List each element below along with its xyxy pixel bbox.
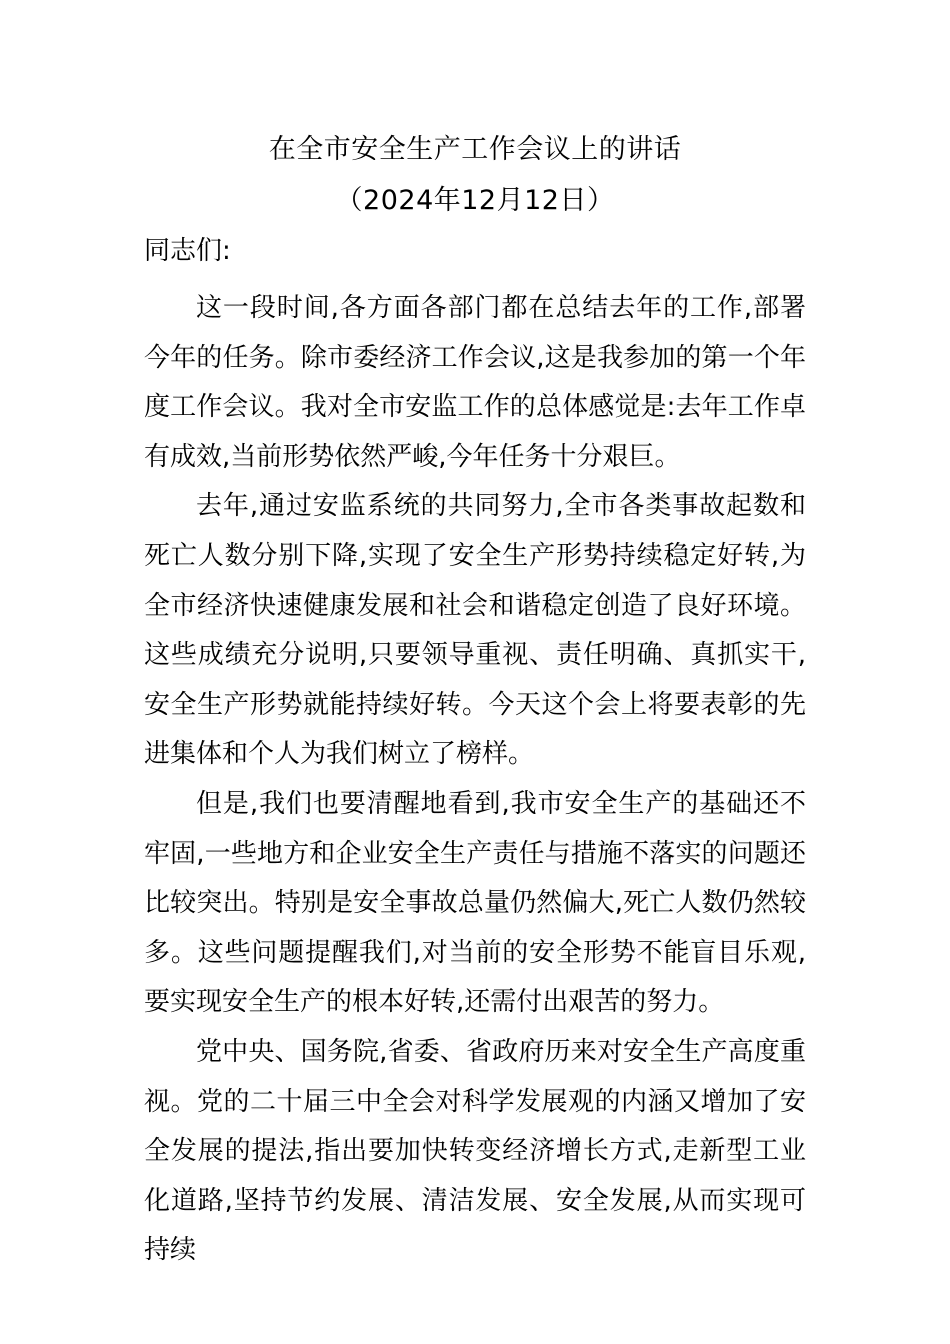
paragraph: 但是,我们也要清醒地看到,我市安全生产的基础还不牢固,一些地方和企业安全生产责任与措施不落实的问题还比较突出。特别是安全事故总量仍然偏大,死亡人数仍然较多。这些问题提醒我们,对当前的安全形势不能盲目乐观,要实现安全生产的根本好转,还需付出艰苦的努力。: [144, 788, 806, 1018]
paragraph: 党中央、国务院,省委、省政府历来对安全生产高度重视。党的二十届三中全会对科学发展观的内涵又增加了安全发展的提法,指出要加快转变经济增长方式,走新型工业化道路,坚持节约发展、清洁发展、安全发展,从而实现可持续: [144, 1036, 806, 1266]
paragraph: 这一段时间,各方面各部门都在总结去年的工作,部署今年的任务。除市委经济工作会议,这是我参加的第一个年度工作会议。我对全市安监工作的总体感觉是:去年工作卓有成效,当前形势依然严峻,今年任务十分艰巨。: [144, 293, 806, 472]
document-title: 在全市安全生产工作会议上的讲话: [268, 134, 682, 165]
document-body: [144, 284, 806, 1276]
document-date: （2024年12月12日）: [335, 185, 615, 216]
paragraph: 去年,通过安监系统的共同努力,全市各类事故起数和死亡人数分别下降,实现了安全生产形势持续稳定好转,为全市经济快速健康发展和社会和谐稳定创造了良好环境。这些成绩充分说明,只要领导重视、责任明确、真抓实干,安全生产形势就能持续好转。今天这个会上将要表彰的先进集体和个人为我们树立了榜样。: [144, 491, 806, 770]
salutation: 同志们:: [144, 236, 231, 266]
